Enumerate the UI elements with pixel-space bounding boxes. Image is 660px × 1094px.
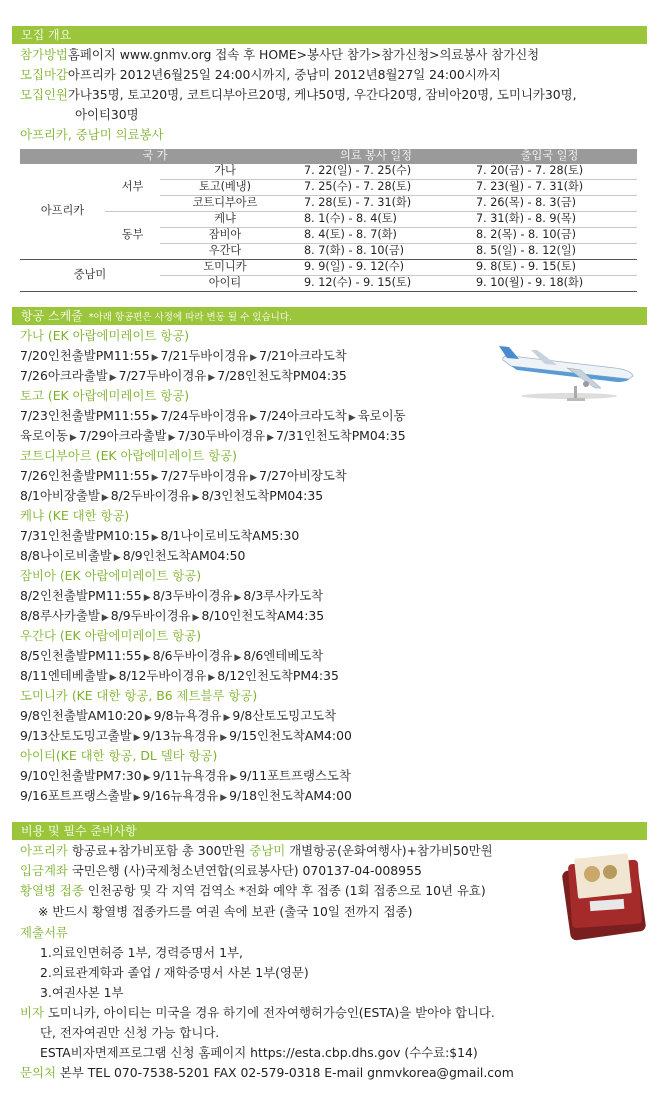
travel-cell: 8. 2(목) - 8. 10(금) [462, 227, 637, 243]
right-triangle-icon: ▶ [143, 653, 151, 663]
flight-leg: 7/31인천도착PM04:35 [276, 428, 406, 443]
right-triangle-icon: ▶ [348, 413, 356, 423]
right-triangle-icon: ▶ [113, 553, 121, 563]
flight-leg: 7/21두바이경유 [160, 348, 249, 363]
right-triangle-icon: ▶ [234, 593, 242, 603]
flight-line [20, 527, 299, 547]
visa-text: 도미니카, 아이티는 미국을 경유 하기에 전자여행허가승인(ESTA)을 받아야 합니다. [43, 1005, 495, 1020]
flight-leg: 8/8루사카출발 [20, 608, 100, 623]
recruit-label: 모집인원 [20, 87, 68, 102]
country-cell: 도미니카 [160, 259, 290, 275]
travel-cell: 7. 26(목) - 8. 3(금) [462, 195, 637, 211]
visa-line [20, 1004, 495, 1022]
flight-group-title: 가나 (EK 아랍에미레이트 항공) [20, 328, 190, 343]
flight-leg: 8/3두바이경유 [152, 588, 233, 603]
flight-leg: 9/15인천도착AM4:00 [229, 728, 352, 743]
flight-group-title: 도미니카 (KE 대한 항공, B6 제트블루 항공) [20, 688, 258, 703]
right-triangle-icon: ▶ [69, 433, 77, 443]
right-triangle-icon: ▶ [208, 673, 216, 683]
flight-leg: 8/8나이로비출발 [20, 548, 112, 563]
header-country: 국 가 [20, 149, 290, 164]
right-triangle-icon: ▶ [192, 493, 200, 503]
right-triangle-icon: ▶ [234, 653, 242, 663]
contact-label: 문의처 [20, 1065, 56, 1080]
flight-leg: 9/16뉴욕경유 [142, 788, 219, 803]
contact-line [20, 1064, 514, 1082]
flight-leg: 7/27아비장도착 [259, 468, 347, 483]
flight-line [20, 767, 351, 787]
flight-leg: 8/12인천도착PM4:35 [217, 668, 339, 683]
right-triangle-icon: ▶ [133, 733, 141, 743]
method-line [20, 46, 539, 64]
vaccine-line [20, 882, 486, 900]
service-cell: 7. 25(수) - 7. 28(토) [290, 179, 462, 195]
account-line [20, 862, 422, 880]
flight-line [20, 607, 324, 627]
country-cell: 토고(베냉) [160, 179, 290, 195]
right-triangle-icon: ▶ [109, 673, 117, 683]
right-triangle-icon: ▶ [151, 473, 159, 483]
country-cell: 우간다 [160, 243, 290, 259]
latam-label: 중남미 [249, 843, 286, 858]
flight-leg: 9/10인천출발PM7:30 [20, 768, 142, 783]
flight-leg: 8/1나이로비도착AM5:30 [160, 528, 300, 543]
deadline-text: 아프리카 2012년6월25일 24:00시까지, 중남미 2012년8월27일 24:00시까지 [67, 67, 501, 82]
table-row [20, 211, 637, 227]
right-triangle-icon: ▶ [143, 773, 151, 783]
account-text: 국민은행 (사)국제청소년연합(의료봉사단) 070137-04-008955 [67, 863, 422, 878]
africa-label: 아프리카 [20, 843, 68, 858]
passport-image [562, 852, 648, 947]
flight-leg: 육로이동 [20, 428, 68, 443]
flight-leg: 8/2인천출발PM11:55 [20, 588, 142, 603]
flight-line [20, 707, 336, 727]
flight-leg: 9/11포트프랭스도착 [239, 768, 351, 783]
country-cell: 가나 [160, 164, 290, 180]
table-row [20, 164, 637, 180]
right-triangle-icon: ▶ [267, 433, 274, 443]
service-cell: 9. 9(일) - 9. 12(수) [290, 259, 462, 275]
schedule-table [20, 149, 637, 292]
flight-leg: 7/30두바이경유 [177, 428, 266, 443]
section-header-overview: 모집 개요 [12, 26, 647, 44]
flight-leg: 8/2두바이경유 [110, 488, 191, 503]
flight-leg: 7/26아크라출발 [20, 368, 108, 383]
right-triangle-icon: ▶ [250, 413, 258, 423]
flight-group-title: 케냐 (KE 대한 항공) [20, 508, 130, 523]
flight-leg: 7/23인천출발PM11:55 [20, 408, 150, 423]
right-triangle-icon: ▶ [208, 373, 216, 383]
flight-leg: 7/28인천도착PM04:35 [217, 368, 347, 383]
flight-line [20, 467, 347, 487]
docs-label: 제출서류 [20, 925, 68, 940]
visa-label: 비자 [20, 1005, 44, 1020]
service-cell: 7. 22(일) - 7. 25(수) [290, 164, 462, 180]
right-triangle-icon: ▶ [151, 533, 159, 543]
flight-leg: 9/13산토도밍고출발 [20, 728, 132, 743]
flight-leg: 육로이동 [357, 408, 406, 423]
flight-leg: 8/6두바이경유 [152, 648, 233, 663]
flight-group-title: 우간다 (EK 아랍에미레이트 항공) [20, 628, 202, 643]
travel-cell: 7. 20(금) - 7. 28(토) [462, 164, 637, 180]
flight-leg: 9/8인천출발AM10:20 [20, 708, 143, 723]
flight-line [20, 587, 323, 607]
latam-text: 개별항공(운화여행사)+참가비50만원 [285, 843, 493, 858]
country-cell: 잠비아 [160, 227, 290, 243]
right-triangle-icon: ▶ [250, 353, 258, 363]
region-africa: 아프리카 [20, 164, 105, 260]
account-label: 입금계좌 [20, 863, 68, 878]
method-label: 참가방법 [20, 47, 68, 62]
visa-line-2: 단, 전자여권만 신청 가능 합니다. [40, 1025, 220, 1040]
flight-leg: 9/11뉴욕경유 [152, 768, 229, 783]
right-triangle-icon: ▶ [144, 713, 152, 723]
right-triangle-icon: ▶ [168, 433, 176, 443]
deadline-line [20, 66, 501, 84]
flight-leg: 8/1아비장출발 [20, 488, 100, 503]
flight-leg: 9/18인천도착AM4:00 [229, 788, 352, 803]
right-triangle-icon: ▶ [250, 473, 258, 483]
flights-note: *아래 항공편은 사정에 따라 변동 될 수 있습니다. [88, 312, 293, 323]
flight-line [20, 347, 347, 367]
right-triangle-icon: ▶ [151, 413, 159, 423]
vaccine-label: 황열병 접종 [20, 883, 84, 898]
travel-cell: 7. 31(화) - 8. 9(목) [462, 211, 637, 227]
flight-leg: 7/20인천출발PM11:55 [20, 348, 150, 363]
travel-cell: 7. 23(월) - 7. 31(화) [462, 179, 637, 195]
right-triangle-icon: ▶ [151, 353, 159, 363]
flight-leg: 7/21아크라도착 [259, 348, 347, 363]
flight-group-title: 코트디부아르 (EK 아랍에미레이트 항공) [20, 448, 237, 463]
flight-leg: 8/11엔테베출발 [20, 668, 108, 683]
vaccine-note: ※ 반드시 황열병 접종카드를 여권 속에 보관 (출국 10일 전까지 접종) [38, 904, 413, 919]
right-triangle-icon: ▶ [109, 373, 117, 383]
right-triangle-icon: ▶ [223, 713, 231, 723]
table-subtitle: 아프리카, 중남미 의료봉사 [20, 127, 164, 142]
table-row [20, 259, 637, 275]
country-cell: 아이티 [160, 275, 290, 291]
doc-item: 1.의료인면허증 1부, 경력증명서 1부, [40, 945, 243, 960]
flight-leg: 8/3루사카도착 [243, 588, 324, 603]
right-triangle-icon: ▶ [143, 593, 151, 603]
flight-group-title: 잠비아 (EK 아랍에미레이트 항공) [20, 568, 202, 583]
doc-item: 3.여권사본 1부 [40, 985, 124, 1000]
airplane-image [497, 346, 637, 412]
flight-leg: 7/24두바이경유 [160, 408, 249, 423]
recruit-line [20, 86, 577, 104]
section-header-costs: 비용 및 필수 준비사항 [12, 822, 647, 840]
right-triangle-icon: ▶ [133, 793, 141, 803]
africa-text: 항공료+참가비포함 총 300만원 [67, 843, 250, 858]
right-triangle-icon: ▶ [220, 733, 228, 743]
flight-line [20, 427, 406, 447]
visa-line-3: ESTA비자면제프로그램 신청 홈페이지 https://esta.cbp.dhs.gov (수수료:$14) [40, 1045, 478, 1060]
service-cell: 8. 7(화) - 8. 10(금) [290, 243, 462, 259]
flight-leg: 9/13뉴욕경유 [142, 728, 219, 743]
flight-line [20, 407, 406, 427]
flight-leg: 7/29아크라출발 [78, 428, 167, 443]
flight-leg: 7/27두바이경유 [160, 468, 249, 483]
service-cell: 9. 12(수) - 9. 15(토) [290, 275, 462, 291]
flight-leg: 9/16포트프랭스출발 [20, 788, 132, 803]
method-text: 홈페이지 www.gnmv.org 접속 후 HOME>봉사단 참가>참가신청>의료봉사 참가신청 [67, 47, 540, 62]
subregion-west: 서부 [105, 164, 160, 212]
country-cell: 케냐 [160, 211, 290, 227]
recruit-line-2: 아이티30명 [75, 107, 139, 122]
service-cell: 7. 28(토) - 7. 31(화) [290, 195, 462, 211]
service-cell: 8. 4(토) - 8. 7(화) [290, 227, 462, 243]
flight-leg: 8/9인천도착AM04:50 [122, 548, 246, 563]
right-triangle-icon: ▶ [230, 773, 238, 783]
subregion-east: 동부 [105, 211, 160, 259]
flight-line [20, 787, 352, 807]
flight-leg: 8/5인천출발PM11:55 [20, 648, 142, 663]
vaccine-text: 인천공항 및 각 지역 검역소 *전화 예약 후 접종 (1회 접종으로 10년 유효) [83, 883, 486, 898]
right-triangle-icon: ▶ [101, 493, 109, 503]
right-triangle-icon: ▶ [101, 613, 109, 623]
flight-leg: 7/27두바이경유 [118, 368, 207, 383]
flight-line [20, 487, 323, 507]
flight-leg: 7/31인천출발PM10:15 [20, 528, 150, 543]
flight-leg: 9/8뉴욕경유 [153, 708, 222, 723]
header-service: 의료 봉사 일정 [290, 149, 462, 164]
flight-line [20, 667, 339, 687]
deadline-label: 모집마감 [20, 67, 68, 82]
contact-text: 본부 TEL 070-7538-5201 FAX 02-579-0318 E-mail gnmvkorea@gmail.com [55, 1065, 514, 1080]
flight-leg: 8/9두바이경유 [110, 608, 191, 623]
flight-leg: 7/24아크라도착 [259, 408, 347, 423]
table-header-row [20, 149, 637, 164]
flight-leg: 7/26인천출발PM11:55 [20, 468, 150, 483]
right-triangle-icon: ▶ [192, 613, 200, 623]
flight-line [20, 547, 245, 567]
region-latam: 중남미 [20, 259, 160, 291]
service-cell: 8. 1(수) - 8. 4(토) [290, 211, 462, 227]
right-triangle-icon: ▶ [220, 793, 228, 803]
africa-cost-line [20, 842, 493, 860]
section-header-flights: 항공 스케줄 *아래 항공편은 사정에 따라 변동 될 수 있습니다. [12, 307, 647, 325]
flight-group-title: 토고 (EK 아랍에미레이트 항공) [20, 388, 190, 403]
flight-leg: 8/10인천도착AM4:35 [201, 608, 325, 623]
travel-cell: 8. 5(일) - 8. 12(일) [462, 243, 637, 259]
doc-item: 2.의료관계학과 졸업 / 재학증명서 사본 1부(영문) [40, 965, 309, 980]
flight-leg: 8/3인천도착PM04:35 [201, 488, 324, 503]
flight-line [20, 727, 352, 747]
travel-cell: 9. 8(토) - 9. 15(토) [462, 259, 637, 275]
travel-cell: 9. 10(월) - 9. 18(화) [462, 275, 637, 291]
flight-group-title: 아이티(KE 대한 항공, DL 델타 항공) [20, 748, 218, 763]
flight-leg: 9/8산토도밍고도착 [232, 708, 337, 723]
flight-line [20, 367, 347, 387]
country-cell: 코트디부아르 [160, 195, 290, 211]
flight-line [20, 647, 323, 667]
header-travel: 출입국 일정 [462, 149, 637, 164]
recruit-text: 가나35명, 토고20명, 코트디부아르20명, 케냐50명, 우간다20명, 잠비아20명, 도미니카30명, [67, 87, 577, 102]
flight-leg: 8/6엔테베도착 [243, 648, 324, 663]
flight-leg: 8/12두바이경유 [118, 668, 207, 683]
